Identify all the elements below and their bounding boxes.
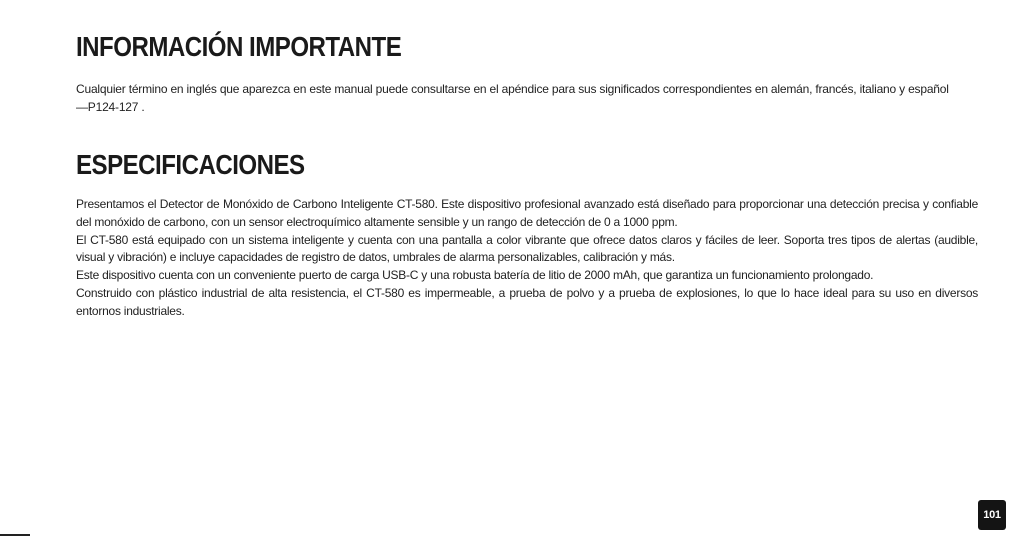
important-info-heading: INFORMACIÓN IMPORTANTE (76, 31, 402, 62)
spec-paragraph-battery: Este dispositivo cuenta con un conveniente puerto de carga USB-C y una robusta batería de litio de 2000 mAh, que garantiza un funcionamiento prolongado. (76, 268, 874, 283)
spec-paragraph-display: El CT-580 está equipado con un sistema inteligente y cuenta con una pantalla a color vibrante que ofrece datos claros y fáciles de leer. Soporta tres tipos de alertas (audible, visual y vibración) e incluye capacidades de registro de datos, umbrales de alarma personalizables, calibración y más. (76, 232, 978, 265)
specifications-heading: ESPECIFICACIONES (76, 149, 305, 180)
specifications-body (76, 196, 978, 321)
manual-page (76, 30, 978, 321)
important-info-text (76, 80, 978, 116)
page-number-badge: 101 (978, 500, 1006, 530)
spec-paragraph-construction: Construido con plástico industrial de alta resistencia, el CT-580 es impermeable, a prueba de polvo y a prueba de explosiones, lo que lo hace ideal para su uso en diversos entornos industriales. (76, 285, 978, 318)
appendix-page-reference: —P124-127 . (76, 100, 145, 114)
important-info-body: Cualquier término en inglés que aparezca en este manual puede consultarse en el apéndice para sus significados correspondientes en alemán, francés, italiano y español (76, 82, 949, 96)
spec-paragraph-intro: Presentamos el Detector de Monóxido de Carbono Inteligente CT-580. Este dispositivo profesional avanzado está diseñado para proporcionar una detección precisa y confiable del monóxido de carbono, con un sensor electroquímico altamente sensible y un rango de detección de 0 a 1000 ppm. (76, 197, 978, 229)
